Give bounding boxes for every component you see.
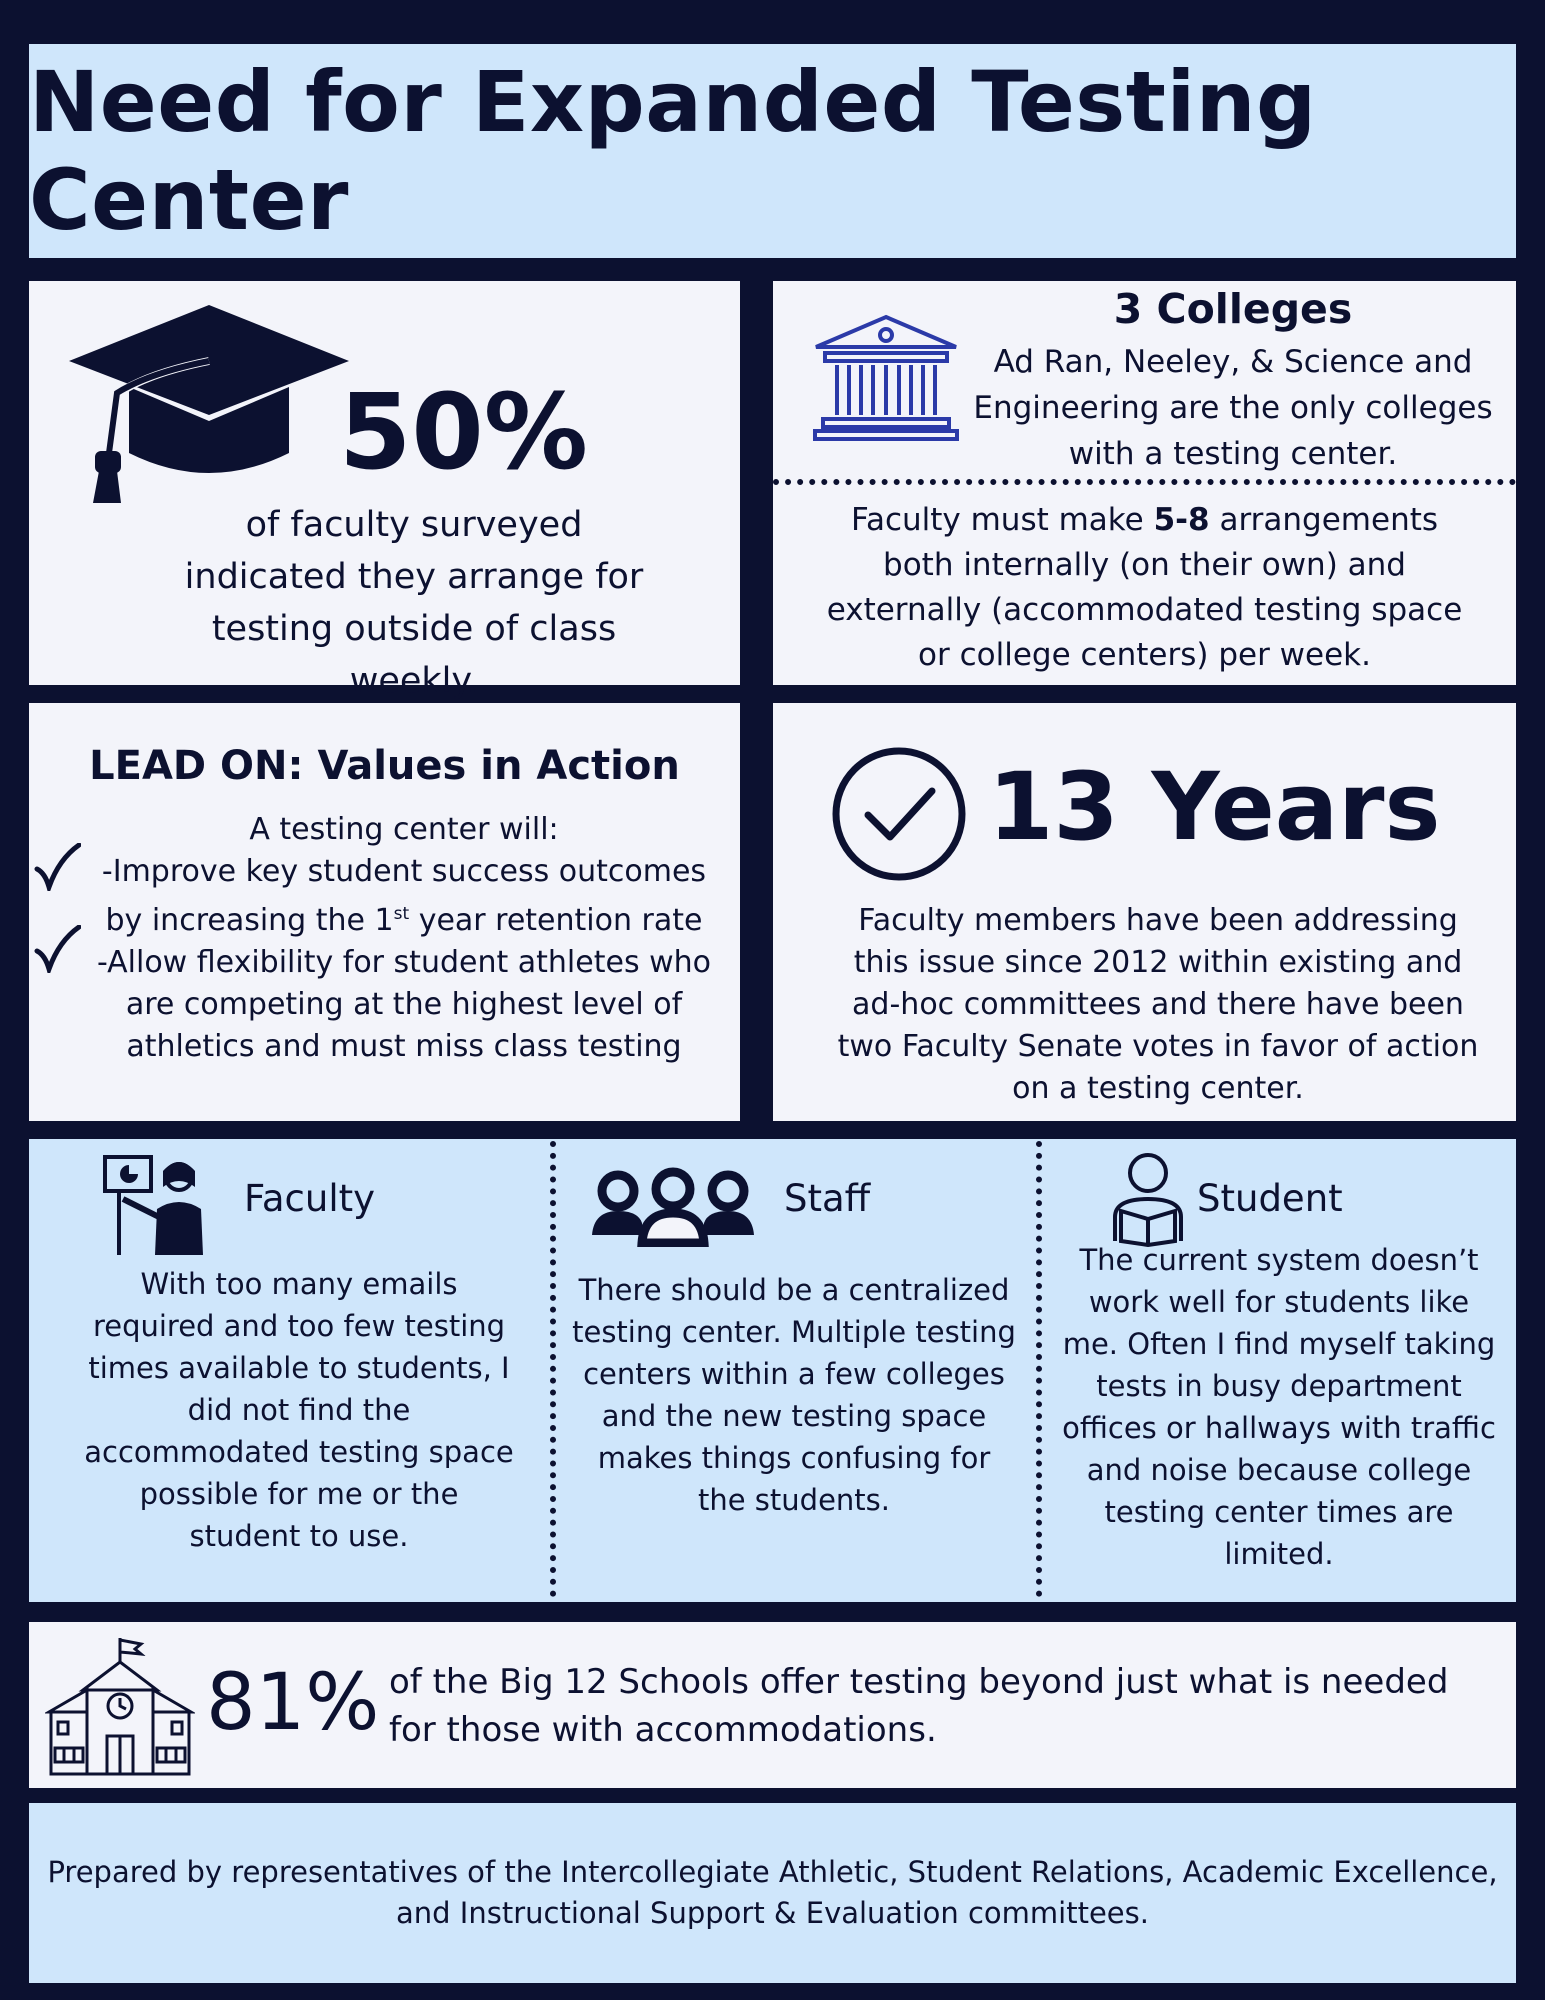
school-building-icon [45,1636,195,1776]
arrangements-count: 5-8 [1153,502,1210,538]
staff-quote [552,1139,1036,1602]
colleges-card [773,281,1516,685]
lead-on-item-1 [79,851,729,942]
lead-on-item-2: -Allow flexibility for student athletes who are competing at the highest level of athletics and must miss class testing [96,945,712,1064]
lead-on-card [29,703,740,1121]
dotted-divider [773,479,1516,485]
arrangements-description [813,498,1476,678]
years-card [773,703,1516,1121]
header-banner [29,44,1516,258]
stat-50-percent: 50% [339,371,588,493]
student-reading-icon [1109,1151,1187,1247]
checkmark-icon [33,925,81,973]
faculty-quote-text: With too many emails required and too few testing times available to students, I did not find the accommodated testing space possible for me or the student to use. [84,1267,514,1553]
stat-81-description: of the Big 12 Schools offer testing beyond just what is needed for those with accommodations. [389,1662,1449,1750]
student-quote [1039,1139,1516,1602]
faculty-quote [29,1139,549,1602]
colleges-title: 3 Colleges [1113,285,1353,333]
arrangements-suffix: arrangements both internally (on their own) and externally (accommodated testing space or college centers) per week. [826,502,1463,673]
faculty-title: Faculty [244,1177,376,1220]
circle-check-icon [830,745,968,883]
faculty-stat-card [29,281,740,701]
arrangements-prefix: Faculty must make [850,502,1154,538]
lead-on-body [79,809,729,1068]
staff-title: Staff [784,1177,871,1220]
quotes-section [29,1139,1516,1602]
footer [29,1803,1516,1983]
stat-81-percent: 81% [206,1658,380,1748]
years-description: Faculty members have been addressing this issue since 2012 within existing and ad-hoc committees and there have been two Faculty Senate votes in favor of action on a testing center. [837,903,1479,1106]
colleges-description: Ad Ran, Neeley, & Science and Engineering are the only colleges with a testing center. [973,344,1493,472]
footer-credits: Prepared by representatives of the Intercollegiate Athletic, Student Relations, Academic Excellence, and Instructional Support & Evaluation committees. [47,1855,1498,1930]
lead-on-intro: A testing center will: [249,812,559,847]
big12-stat-card [29,1622,1516,1788]
teacher-presentation-icon [99,1153,209,1257]
lead-on-title: LEAD ON: Values in Action [89,743,680,789]
item-1-text: -Improve key student success outcomes by increasing the 1 [101,854,707,938]
group-people-icon [588,1165,758,1247]
graduation-cap-icon [59,303,359,503]
page-title: Need for Expanded Testing Center [29,53,1317,249]
stat-50-description: of faculty surveyed indicated they arrange for testing outside of class weekly. [184,505,644,701]
years-stat: 13 Years [988,753,1441,862]
student-title: Student [1197,1177,1343,1220]
bank-building-icon [811,313,961,441]
item-1-text-end: year retention rate [409,903,703,938]
staff-quote-text: There should be a centralized testing center. Multiple testing centers within a few colleges and the new testing space makes things confusing for the students. [572,1273,1016,1517]
item-1-superscript: st [393,904,410,924]
checkmark-icon [33,843,81,891]
student-quote-text: The current system doesn’t work well for students like me. Often I find myself taking tests in busy department offices or hallways with traffic and noise because college testing center times are limited. [1062,1243,1496,1571]
